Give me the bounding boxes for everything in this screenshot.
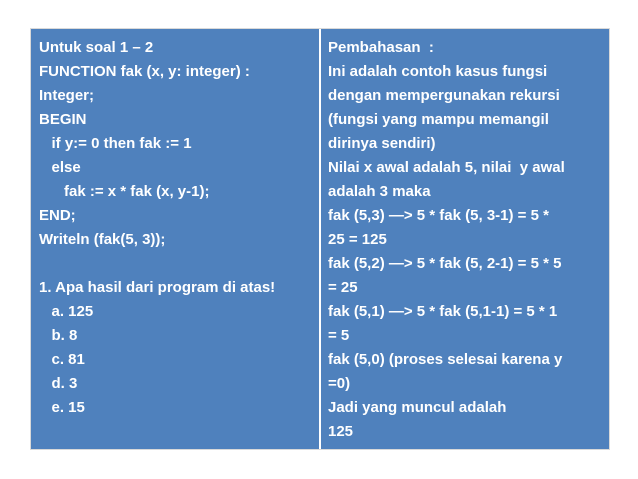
explanation-line: = 5 [328,327,350,344]
explanation-line: (fungsi yang mampu memangil [328,111,549,128]
code-line: fak := x * fak (x, y-1); [39,183,210,200]
code-line: Writeln (fak(5, 3)); [39,231,166,248]
answer-option-b: b. 8 [39,327,78,344]
code-line: FUNCTION fak (x, y: integer) : [39,63,250,80]
explanation-line: Jadi yang muncul adalah [328,399,507,416]
explanation-line: =0) [328,375,351,392]
code-line: else [39,159,81,176]
explanation-line: dirinya sendiri) [328,135,436,152]
explanation-line: fak (5,0) (proses selesai karena y [328,351,563,368]
answer-option-d: d. 3 [39,375,78,392]
question-line: Untuk soal 1 – 2 [39,39,154,56]
blank-line [39,252,315,276]
content-table [30,28,610,450]
explanation-line: Nilai x awal adalah 5, nilai y awal [328,159,565,176]
code-line: Integer; [39,87,95,104]
answer-option-e: e. 15 [39,399,85,416]
question-text: 1. Apa hasil dari program di atas! [39,279,276,296]
code-line: if y:= 0 then fak := 1 [39,135,192,152]
column-divider [319,29,321,449]
question-cell [39,36,315,420]
explanation-line: dengan mempergunakan rekursi [328,87,560,104]
explanation-cell [328,36,604,444]
explanation-line: fak (5,1) —> 5 * fak (5,1-1) = 5 * 1 [328,303,558,320]
explanation-heading: Pembahasan : [328,39,434,56]
explanation-line: fak (5,3) —> 5 * fak (5, 3-1) = 5 * [328,207,549,224]
explanation-line: Ini adalah contoh kasus fungsi [328,63,548,80]
explanation-line: = 25 [328,279,358,296]
code-line: END; [39,207,76,224]
explanation-line: fak (5,2) —> 5 * fak (5, 2-1) = 5 * 5 [328,255,562,272]
answer-option-a: a. 125 [39,303,94,320]
explanation-line: 25 = 125 [328,231,387,248]
explanation-line: adalah 3 maka [328,183,431,200]
explanation-result: 125 [328,423,354,440]
answer-option-c: c. 81 [39,351,85,368]
code-line: BEGIN [39,111,87,128]
